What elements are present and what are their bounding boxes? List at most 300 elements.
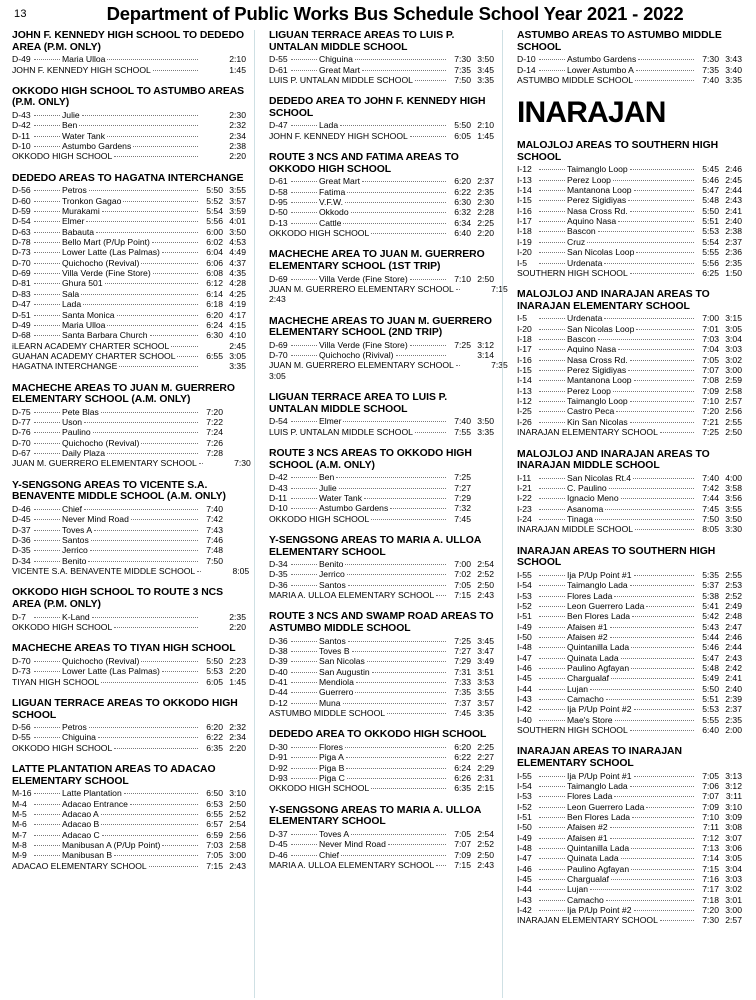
stop-name: Flores [319,742,343,752]
stop-name: Paulino Agfayan [567,663,630,674]
bus-stop-row [517,313,742,323]
stop-name: San Nicolas Loop [567,247,635,258]
leader-dots [34,732,60,738]
school-name: JOHN F. KENNEDY HIGH SCHOOL [12,64,151,75]
bus-stop-row [12,840,246,850]
leader-dots [635,75,694,81]
leader-dots [539,802,565,808]
stop-id: D-38 [269,646,288,656]
leader-dots [341,850,446,856]
bus-stop-row [269,829,494,839]
stop-name: Quintanilla Lada [567,642,630,653]
am-time: 7:31 [454,666,471,677]
leader-dots [84,417,198,423]
route-section [269,315,508,382]
stop-id: D-92 [269,762,288,773]
am-time: 5:54 [702,236,719,247]
leader-dots [539,493,565,499]
bus-stop-row [12,788,246,798]
leader-dots [88,556,198,562]
route-section [269,448,494,524]
leader-dots [364,493,446,499]
am-time: 7:00 [454,559,471,570]
am-time: 6:20 [206,309,223,320]
bus-stop-row [269,646,494,656]
leader-dots [34,809,60,815]
school-arrival-row [517,268,742,278]
am-time: 6:24 [454,762,471,773]
stop-id: I-44 [517,683,532,694]
stop-name: Manibusan A (P/Up Point) [62,840,161,851]
stop-name: Mae's Store [567,714,613,725]
bus-stop-row [517,206,742,216]
am-time: 6:35 [206,742,223,753]
leader-dots [587,237,694,243]
stop-name: Ghura 501 [62,278,103,289]
pm-time: 2:56 [229,829,246,840]
stop-name: Aquino Nasa [567,216,617,227]
am-time: 6:08 [206,268,223,279]
stop-id: D-10 [517,54,536,65]
bus-stop-row [269,839,494,849]
stop-name: Muna [319,697,341,708]
stop-id: D-63 [12,226,31,237]
column-container [0,30,756,998]
bus-stop-row [12,612,246,622]
am-time: 7:25 [454,339,471,350]
am-time: 7:05 [702,770,719,781]
am-time: 7:40 [206,504,223,514]
route-section [12,86,246,162]
pm-time: 2:54 [477,828,494,839]
masthead [0,0,756,30]
pm-time: 2:20 [477,228,494,238]
leader-dots [34,120,60,126]
leader-dots [124,788,198,794]
stop-name: Lujan [567,884,589,895]
leader-dots [621,853,694,859]
am-time: 7:28 [206,448,223,459]
pm-time: 2:47 [725,621,742,632]
bus-stop-row [517,781,742,791]
bus-stop-row [269,698,494,708]
stop-id: I-16 [517,205,532,216]
leader-dots [636,247,694,253]
bus-stop-row [12,196,246,206]
leader-dots [291,698,317,704]
pm-time: 4:35 [229,268,246,279]
stop-name: Astumbo Gardens [62,141,132,152]
am-time: 6:55 [206,350,223,361]
route-title: ASTUMBO AREAS TO ASTUMBO MIDDLE SCHOOL [517,30,722,53]
bus-stop-row [517,386,742,396]
stop-name: Mendiola [319,677,354,688]
leader-dots [34,330,60,336]
pm-time: 1:45 [229,676,246,687]
bus-stop-row [12,237,246,247]
school-arrival-row [269,860,494,870]
route-title: MALOJLOJ AND INARAJAN AREAS TO INARAJAN MIDDLE SCHOOL [517,448,710,472]
bus-stop-row [517,833,742,843]
pm-time: 3:07 [725,832,742,843]
stop-id: D-11 [12,130,30,141]
bus-stop-row [269,54,494,64]
am-time: 5:47 [702,652,719,663]
pm-time: 3:08 [725,822,742,833]
leader-dots [114,743,198,749]
pm-time: 3:49 [477,656,494,667]
stop-name: Astumbo Gardens [319,503,389,514]
leader-dots [291,65,317,71]
stop-name: Quichocho (Rivival) [319,350,394,361]
route-title: ROUTE 3 NCS AND SWAMP ROAD AREAS TO ASTUMBO MIDDLE SCHOOL [269,611,494,635]
bus-stop-row [517,247,742,257]
leader-dots [539,313,565,319]
stop-name: Taimanglo Lada [567,780,628,791]
leader-dots [291,274,317,280]
stop-id: I-16 [517,354,532,365]
stop-id: I-54 [517,780,532,791]
am-time: 7:50 [454,74,471,85]
stop-name: Quichocho (Revival) [62,437,140,448]
leader-dots [606,694,694,700]
leader-dots [638,54,694,60]
stop-id: I-25 [517,406,532,417]
bus-stop-row [12,427,246,437]
pm-time: 3:57 [477,697,494,708]
bus-stop-row [12,131,246,141]
stop-name: Villa Verde (Fine Store) [319,339,408,350]
stop-id: M-5 [12,809,27,819]
leader-dots [114,850,198,856]
school-name: LUIS P. UNTALAN MIDDLE SCHOOL [269,74,413,85]
bus-stop-row [12,556,246,566]
am-time: 7:08 [702,375,719,386]
school-name: VICENTE S.A. BENAVENTE MIDDLE SCHOOL [12,566,196,577]
leader-dots [539,833,565,839]
bus-stop-row [517,493,742,503]
leader-dots [291,752,317,758]
pm-time: 2:37 [725,704,742,715]
stop-name: Lower Latte (Las Palmas) [62,247,160,258]
leader-dots [291,687,317,693]
bus-stop-row [517,822,742,832]
pm-time: 3:35 [725,74,742,85]
leader-dots [631,843,694,849]
stop-name: Quinata Lada [567,853,619,864]
leader-dots [162,247,198,253]
route-section [517,449,742,535]
leader-dots [82,110,198,116]
stop-id: I-5 [517,257,528,268]
leader-dots [632,611,694,617]
stop-name: Piga A [319,752,344,763]
bus-stop-row [517,622,742,632]
school-name: ASTUMBO MIDDLE SCHOOL [269,708,386,719]
pm-time: 2:10 [229,54,246,65]
pm-time: 3:05 [725,853,742,864]
pm-time: 2:34 [229,130,246,141]
am-time: 5:45 [702,164,719,175]
leader-dots [93,427,198,433]
stop-name: San Nicolas Rt.4 [567,472,632,483]
bus-stop-row [12,216,246,226]
bus-stop-row [269,559,494,569]
am-time: 6:34 [454,217,471,228]
leader-dots [291,218,317,224]
stop-id: D-12 [269,697,288,708]
am-time: 6:22 [206,732,223,743]
bus-stop-row [12,247,246,257]
stop-id: M-16 [12,788,32,799]
stop-id: D-56 [12,185,31,196]
leader-dots [340,120,446,126]
route-title: MACHECHE AREAS TO JUAN M. GUERRERO ELEMENTARY SCHOOL (2ND TRIP) [269,315,492,339]
leader-dots [539,334,565,340]
school-name: JUAN M. GUERRERO ELEMENTARY SCHOOL [269,360,454,371]
stop-name: Ija P/Up Point #1 [567,569,632,580]
pm-time: 3:56 [725,493,742,504]
am-time: 7:45 [454,708,471,719]
pm-time: 1:45 [477,130,494,141]
pm-time: 2:31 [477,773,494,784]
leader-dots [347,569,446,575]
bus-stop-row [269,763,494,773]
route-section [269,152,494,238]
am-time: 7:17 [702,884,719,895]
stop-name: Uson [62,417,83,428]
stop-name: Santos [62,535,89,546]
am-time: 5:35 [702,569,719,580]
leader-dots [646,601,694,607]
stop-name: Ignacio Meno [567,493,619,504]
stop-id: I-20 [517,323,532,334]
stop-name: Julie [62,110,80,121]
route-title: Y-SENGSONG AREAS TO VICENTE S.A. BENAVENTE MIDDLE SCHOOL (A.M. ONLY) [12,479,226,503]
pm-time: 3:02 [725,884,742,895]
pm-time: 3:05 [725,323,742,334]
bus-stop-row [517,216,742,226]
leader-dots [613,175,694,181]
leader-dots [539,386,565,392]
am-time: 5:51 [702,694,719,705]
stop-name: Tronkon Gagao [62,195,122,206]
school-name: OKKODO HIGH SCHOOL [12,621,113,632]
leader-dots [105,278,198,284]
leader-dots [141,258,198,264]
leader-dots [119,361,198,367]
leader-dots [34,206,60,212]
leader-dots [130,799,198,805]
leader-dots [362,176,446,182]
bus-stop-row [517,611,742,621]
leader-dots [598,226,694,232]
bus-stop-row [517,812,742,822]
am-time: 7:29 [454,656,471,667]
bus-stop-row [517,864,742,874]
leader-dots [34,799,60,805]
leader-dots [291,677,317,683]
route-title: ROUTE 3 NCS AND FATIMA AREAS TO OKKODO HIGH SCHOOL [269,152,459,175]
stop-name: Bello Mart (P/Up Point) [62,237,150,248]
route-section [269,96,494,141]
am-time: 7:35 [454,64,471,75]
am-time: 6:40 [454,228,471,238]
leader-dots [291,187,317,193]
bus-stop-row [269,218,494,228]
am-time: 7:40 [702,74,719,85]
bus-stop-row [517,324,742,334]
leader-dots [598,334,694,340]
leader-dots [291,207,317,213]
school-name: OKKODO HIGH SCHOOL [12,742,113,753]
stop-id: I-23 [517,503,532,514]
leader-dots [539,771,565,777]
leader-dots [605,504,694,510]
leader-dots [91,535,198,541]
leader-dots [539,704,565,710]
stop-name: Perez Sigidiyas [567,365,627,376]
route-title: MALOJLOJ AREAS TO SOUTHERN HIGH SCHOOL [517,140,719,163]
pm-time: 2:35 [725,714,742,725]
pm-time: 2:50 [229,798,246,809]
bus-stop-row [269,687,494,697]
bus-stop-row [12,722,246,732]
leader-dots [34,850,60,856]
stop-id: I-17 [517,344,532,355]
leader-dots [177,351,198,357]
school-arrival-row [12,861,246,871]
stop-id: I-12 [517,396,532,407]
pm-time: 2:30 [477,196,494,207]
am-time: 7:27 [454,646,471,656]
bus-stop-row [517,175,742,185]
pm-time: 2:43 [477,859,494,870]
stop-id: I-55 [517,770,532,781]
leader-dots [636,65,694,71]
stop-name: Lujan [567,683,589,694]
leader-dots [539,65,565,71]
leader-dots [114,151,198,157]
stop-name: K-Land [62,611,90,622]
leader-dots [92,612,198,618]
stop-id: D-34 [269,559,288,570]
pm-time: 2:20 [229,742,246,753]
wrapped-time: 2:43 [269,294,286,305]
leader-dots [539,895,565,901]
stop-name: Astumbo Gardens [567,54,637,65]
leader-dots [345,742,446,748]
am-time: 6:02 [206,237,223,248]
am-time: 5:51 [702,216,719,227]
am-time: 5:42 [702,611,719,622]
bus-stop-row [517,694,742,704]
bus-stop-row [517,771,742,781]
stop-name: Santa Monica [62,309,115,320]
pm-time: 2:27 [477,752,494,763]
leader-dots [291,503,317,509]
bus-stop-row [517,185,742,195]
stop-id: D-39 [269,656,288,667]
route-title: MACHECHE AREAS TO TIYAN HIGH SCHOOL [12,643,236,655]
leader-dots [539,812,565,818]
am-time: 7:35 [702,64,719,75]
school-name: SOUTHERN HIGH SCHOOL [517,725,628,736]
leader-dots [539,247,565,253]
leader-dots [618,216,694,222]
leader-dots [34,289,60,295]
stop-id: D-69 [12,268,31,279]
am-time: 5:52 [206,195,223,206]
am-time: 5:53 [702,226,719,237]
stop-name: Santa Barbara Church [62,330,148,341]
bus-stop-row [269,350,494,360]
am-time: 6:12 [206,278,223,289]
bus-stop-row [517,663,742,673]
leader-dots [123,196,198,202]
pm-time: 2:54 [229,819,246,830]
leader-dots [590,684,694,690]
stop-id: D-70 [269,350,288,361]
leader-dots [632,812,694,818]
am-time: 7:33 [454,677,471,688]
bus-stop-row [517,514,742,524]
stop-id: I-14 [517,185,532,196]
leader-dots [343,218,446,224]
route-section [269,805,494,871]
school-arrival-row [517,427,742,437]
leader-dots [291,493,317,499]
stop-name: Petros [62,722,87,733]
pm-time: 3:11 [725,791,742,802]
bus-stop-row [12,732,246,742]
stop-name: Quichocho (Revival) [62,655,140,666]
stop-name: Lower Latte (Las Palmas) [62,666,160,677]
bus-stop-row [517,406,742,416]
leader-dots [539,570,565,576]
am-time: 5:48 [702,663,719,674]
leader-dots [162,666,198,672]
stop-id: D-40 [269,666,288,677]
bus-stop-row [12,407,246,417]
bus-stop-row [517,715,742,725]
stop-id: D-10 [269,503,288,514]
stop-id: D-54 [269,416,288,427]
pm-time: 2:56 [725,406,742,417]
pm-time: 2:40 [725,216,742,227]
leader-dots [539,673,565,679]
stop-name: Maria Ulloa [62,319,106,330]
leader-dots [34,830,60,836]
school-arrival-row [12,677,246,687]
stop-id: M-6 [12,819,27,830]
bus-stop-row [12,330,246,340]
leader-dots [101,819,198,825]
school-name: OKKODO HIGH SCHOOL [12,151,113,162]
stop-name: Never Mind Road [319,839,386,850]
stop-name: Benito [62,555,87,566]
am-time: 7:09 [454,849,471,860]
leader-dots [98,732,198,738]
stop-name: Ija P/Up Point #2 [567,905,632,916]
school-name: JUAN M. GUERRERO ELEMENTARY SCHOOL [12,458,197,469]
route-title: Y-SENGSONG AREAS TO MARIA A. ULLOA ELEMENTARY SCHOOL [269,804,481,828]
bus-stop-row [12,54,246,64]
bus-stop-row [269,197,494,207]
bus-stop-row [12,120,246,130]
stop-name: Perez Loop [567,385,611,396]
bus-stop-row [517,258,742,268]
